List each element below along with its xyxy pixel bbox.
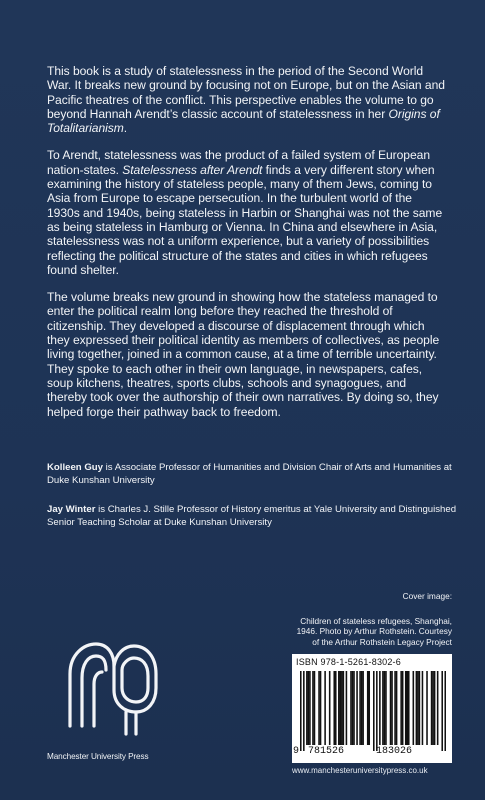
barcode-bar [390, 671, 392, 745]
barcode-bar [300, 671, 302, 751]
barcode-bar [356, 671, 358, 745]
blurb-text: finds a very different story when examining the history of stateless people, many of them Jews, coming to Asia from Europe to escape persecution. In the turbulent world of the 1930s and 1940s, being stateless in Harbin or Shanghai was not the same as being stateless in Hamburg or Vienna. In China and elsewhere in Asia, statelessness was not a uniform experience, but a variety of possibilities reflecting the political structure of the states and cities in which refugees found shelter. [47, 162, 443, 277]
barcode-bar [373, 671, 375, 751]
barcode-bar [406, 671, 408, 745]
author-bio-text: is Associate Professor of Humanities and Division Chair of Arts and Humanities at Duke Kunshan University [47, 462, 452, 486]
barcode-bar [400, 671, 402, 745]
barcode-bar [314, 671, 316, 745]
barcode-digits-left: 781526 [308, 746, 345, 757]
blurb-text: This book is a study of statelessness in the period of the Second World War. It breaks new ground by focusing not on Europe, but on the Asian and Pacific theatres of the conflict. This perspective enables the volume to go beyond Hannah Arendt’s classic account of statelessness in her [47, 64, 445, 121]
barcode-bars [300, 671, 446, 751]
barcode-bar [341, 671, 343, 745]
cover-credit-line: Children of stateless refugees, Shanghai, [300, 615, 452, 626]
cover-image-label: Cover image: [402, 591, 452, 601]
barcode-bar [413, 671, 415, 745]
barcode-bar [338, 671, 340, 745]
barcode-bar [417, 671, 419, 745]
barcode-bar [368, 671, 370, 745]
barcode-bar [352, 671, 354, 745]
barcode-bar [340, 671, 342, 745]
barcode-bar [362, 671, 364, 745]
barcode-bar [394, 671, 396, 745]
book-title-italic: Origins of Totalitarianism [47, 106, 440, 136]
book-title-italic: Statelessness after Arendt [122, 162, 263, 177]
blurb-text: To Arendt, statelessness was the product of a failed system of European nation-states. [47, 148, 430, 177]
barcode-bar [324, 671, 326, 745]
barcode-bar [422, 671, 424, 745]
blurb-paragraph-1 [47, 64, 447, 135]
author-bio-guy [47, 462, 457, 487]
blurb-paragraph-2 [47, 148, 447, 277]
barcode-digit-first: 9 [293, 746, 300, 757]
barcode-bar [432, 671, 434, 745]
barcode-bar [437, 671, 439, 745]
barcode-bar [350, 671, 352, 745]
blurb-text: . [123, 121, 128, 136]
barcode-bar [303, 671, 305, 751]
isbn-text: ISBN 978-1-5261-8302-6 [296, 657, 401, 667]
barcode-bar [434, 671, 436, 745]
barcode-bar [382, 671, 384, 745]
cover-image-credit [252, 591, 452, 647]
barcode-bar [353, 671, 355, 745]
barcode-bar [431, 671, 433, 745]
barcode-bar [402, 671, 404, 745]
barcode-bar [343, 671, 345, 745]
barcode-bar [333, 671, 335, 745]
barcode-bar [329, 671, 331, 745]
barcode-bar [405, 671, 407, 745]
barcode-bar [361, 671, 363, 745]
barcode-bar [312, 671, 314, 745]
barcode-bar [318, 671, 320, 745]
author-bio-winter [47, 504, 457, 529]
barcode-bar [346, 671, 348, 745]
barcode-bar [416, 671, 418, 745]
barcode-bar [309, 671, 311, 745]
barcode-bar [444, 671, 446, 751]
author-name: Kolleen Guy [47, 462, 103, 473]
cover-credit-line: 1946. Photo by Arthur Rothstein. Courtesy [296, 626, 452, 637]
barcode-bar [426, 671, 428, 745]
barcode-bar [408, 671, 410, 745]
barcode-bar [308, 671, 310, 745]
barcode-bar [385, 671, 387, 745]
barcode-bar [441, 671, 443, 751]
barcode-digits-right: 183026 [376, 746, 413, 757]
barcode-bar [335, 671, 337, 745]
barcode-bar [384, 671, 386, 745]
barcode-bar [359, 671, 361, 745]
barcode-bar [419, 671, 421, 745]
barcode-bar [379, 671, 381, 745]
barcode-bar [367, 671, 369, 745]
author-name: Jay Winter [47, 504, 96, 515]
barcode [292, 654, 452, 763]
author-bio-text: is Charles J. Stille Professor of History emeritus at Yale University and Distinguished Senior Teaching Scholar at Duke Kunshan University [47, 504, 457, 528]
barcode-bar [391, 671, 393, 745]
cover-credit-line: of the Arthur Rothstein Legacy Project [312, 636, 452, 647]
publisher-url: www.manchesteruniversitypress.co.uk [292, 766, 428, 775]
barcode-bar [376, 671, 378, 751]
barcode-bar [396, 671, 398, 745]
blurb [47, 64, 447, 432]
blurb-paragraph-3: The volume breaks new ground in showing how the stateless managed to enter the political realm long before they reached the threshold of citizenship. They developed a discourse of displacement through which they expressed their political identity as members of collectives, as people living together, joined in a common cause, at a time of terrible uncertainty. They spoke to each other in their own language, in newspapers, cafes, soup kitchens, theatres, sports clubs, schools and synagogues, and thereby took over the authorship of their own narratives. By doing so, they helped forge their pathway back to freedom. [47, 290, 440, 419]
publisher-name: Manchester University Press [47, 752, 149, 761]
barcode-bar [320, 671, 322, 745]
barcode-bar [306, 671, 308, 745]
mup-logo-icon [56, 630, 166, 742]
